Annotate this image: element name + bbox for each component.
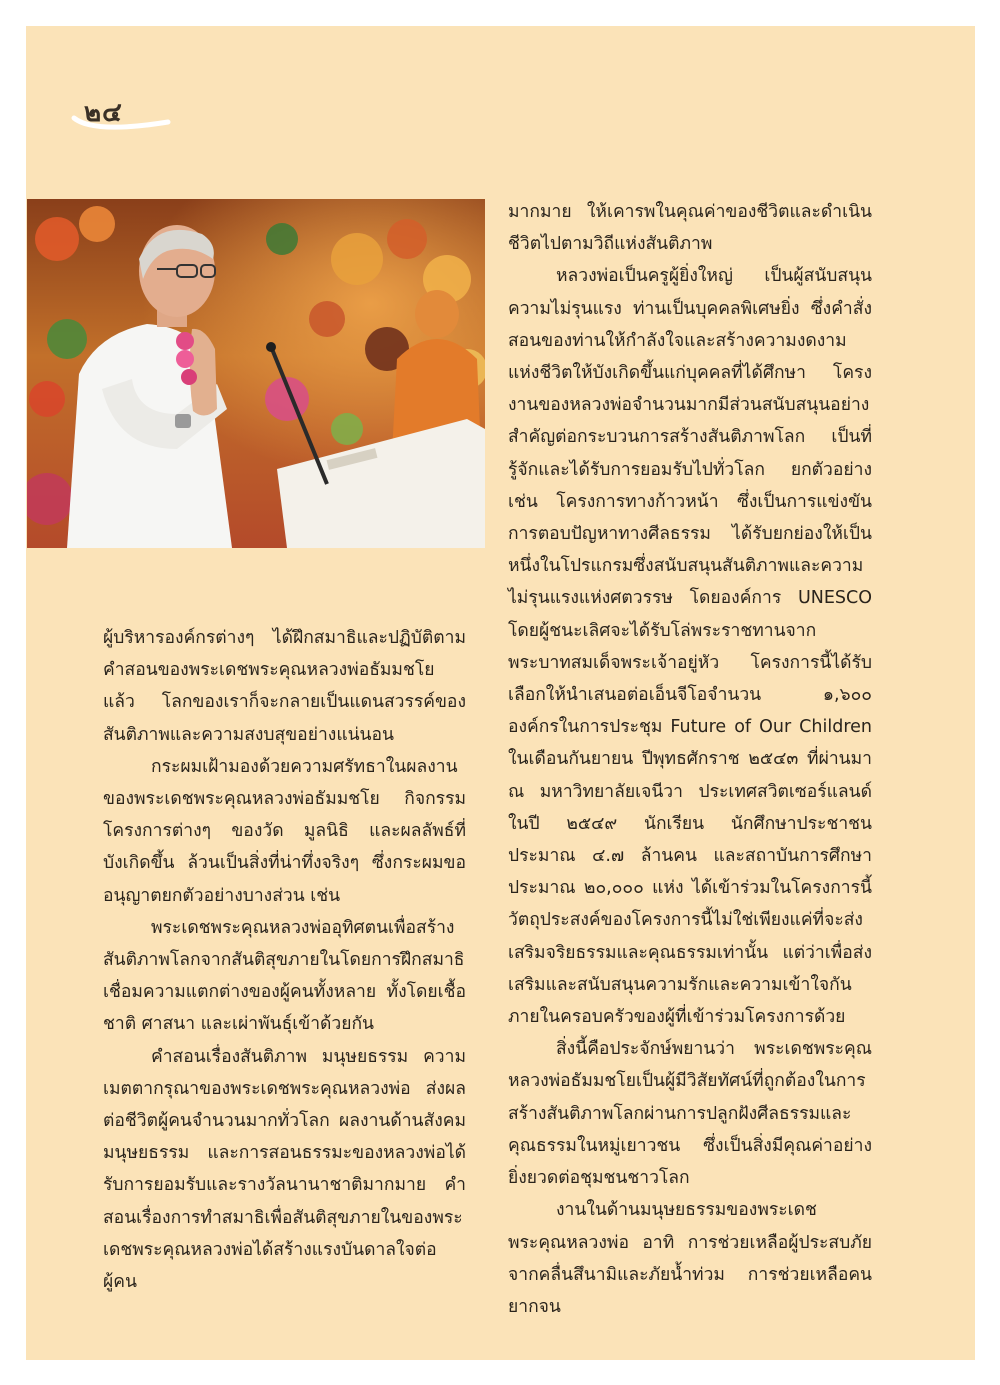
left-text-column	[103, 622, 466, 1298]
paragraph: สิ่งนี้คือประจักษ์พยานว่า พระเดชพระคุณหลวงพ่อธัมมชโยเป็นผู้มีวิสัยทัศน์ที่ถูกต้องในการสร้างสันติภาพโลกผ่านการปลูกฝังศีลธรรมและคุณธรรมในหมู่เยาวชน ซึ่งเป็นสิ่งมีคุณค่าอย่างยิ่งยวดต่อชุมชนชาวโลก	[508, 1039, 872, 1189]
paragraph: หลวงพ่อเป็นครูผู้ยิ่งใหญ่ เป็นผู้สนับสนุนความไม่รุนแรง ท่านเป็นบุคคลพิเศษยิ่ง ซึ่งคำสั่งสอนของท่านให้กำลังใจและสร้างความงดงามแห่งชีวิตให้บังเกิดขึ้นแก่บุคคลที่ได้ศึกษา โครงงานของหลวงพ่อจำนวนมากมีส่วนสนับสนุนอย่างสำคัญต่อกระบวนการสร้างสันติภาพโลก เป็นที่รู้จักและได้รับการยอมรับไปทั่วโลก ยกตัวอย่างเช่น โครงการทางก้าวหน้า ซึ่งเป็นการแข่งขันการตอบปัญหาทางศีลธรรม ได้รับยกย่องให้เป็นหนึ่งในโปรแกรมซึ่งสนับสนุนสันติภาพและความไม่รุนแรงแห่งศตวรรษ โดยองค์การ UNESCO โดยผู้ชนะเลิศจะได้รับโล่พระราชทานจากพระบาทสมเด็จพระเจ้าอยู่หัว โครงการนี้ได้รับเลือกให้นำเสนอต่อเอ็นจีโอจำนวน ๑,๖๐๐ องค์กรในการประชุม Future of Our Children ในเดือนกันยายน ปีพุทธศักราช ๒๕๔๓ ที่ผ่านมา ณ มหาวิทยาลัยเจนีวา ประเทศสวิตเซอร์แลนด์ ในปี ๒๕๔๙ นักเรียน นักศึกษาประชาชนประมาณ ๔.๗ ล้านคน และสถาบันการศึกษาประมาณ ๒๐,๐๐๐ แห่ง ได้เข้าร่วมในโครงการนี้ วัตถุประสงค์ของโครงการนี้ไม่ใช่เพียงแค่ที่จะส่งเสริมจริยธรรมและคุณธรรมเท่านั้น แต่ว่าเพื่อส่งเสริมและสนับสนุนความรักและความเข้าใจกันภายในครอบครัวของผู้ที่เข้าร่วมโครงการด้วย	[508, 266, 872, 1028]
paragraph: คำสอนเรื่องสันติภาพ มนุษยธรรม ความเมตตากรุณาของพระเดชพระคุณหลวงพ่อ ส่งผลต่อชีวิตผู้คนจำนวนมากทั่วโลก ผลงานด้านสังคมมนุษยธรรม และการสอนธรรมะของหลวงพ่อได้รับการยอมรับและรางวัลนานาชาติมากมาย คำสอนเรื่องการทำสมาธิเพื่อสันติสุขภายในของพระเดชพระคุณหลวงพ่อได้สร้างแรงบันดาลใจต่อผู้คน	[103, 1046, 466, 1293]
paragraph: ผู้บริหารองค์กรต่างๆ ได้ฝึกสมาธิและปฏิบัติตามคำสอนของพระเดชพระคุณหลวงพ่อธัมมชโยแล้ว โลกของเราก็จะกลายเป็นแดนสวรรค์ของสันติภาพและความสงบสุขอย่างแน่นอน	[103, 628, 466, 745]
paragraph: งานในด้านมนุษยธรรมของพระเดชพระคุณหลวงพ่อ อาทิ การช่วยเหลือผู้ประสบภัยจากคลื่นสึนามิและภัยน้ำท่วม การช่วยเหลือคนยากจน	[508, 1200, 872, 1317]
photo	[27, 199, 485, 548]
paragraph: มากมาย ให้เคารพในคุณค่าของชีวิตและดำเนินชีวิตไปตามวิถีแห่งสันติภาพ	[508, 202, 872, 255]
paragraph: พระเดชพระคุณหลวงพ่ออุทิศตนเพื่อสร้างสันติภาพโลกจากสันติสุขภายในโดยการฝึกสมาธิ เชื่อมความแตกต่างของผู้คนทั้งหลาย ทั้งโดยเชื้อชาติ ศาสนา และเผ่าพันธุ์เข้าด้วยกัน	[103, 917, 466, 1035]
right-text-column	[508, 196, 872, 1323]
page-number: ๒๔	[84, 98, 123, 128]
photo-icon	[27, 199, 485, 548]
paragraph: กระผมเฝ้ามองด้วยความศรัทธาในผลงานของพระเดชพระคุณหลวงพ่อธัมมชโย กิจกรรม โครงการต่างๆ ของวัด มูลนิธิ และผลลัพธ์ที่บังเกิดขึ้น ล้วนเป็นสิ่งที่น่าทึ่งจริงๆ ซึ่งกระผมขออนุญาตยกตัวอย่างบางส่วน เช่น	[103, 756, 466, 906]
